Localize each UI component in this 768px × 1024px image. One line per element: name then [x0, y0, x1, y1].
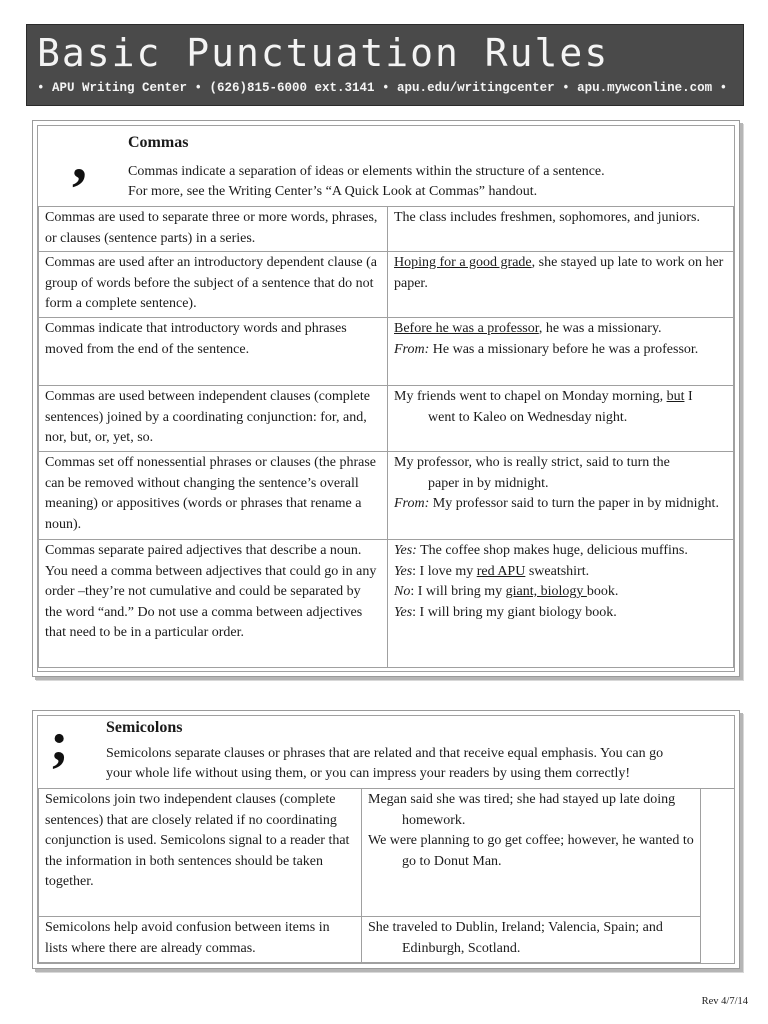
title-banner: [26, 24, 744, 106]
example-continuation: homework.: [402, 812, 466, 828]
example-text: Megan said she was tired; she had stayed up late doing: [368, 792, 676, 807]
semicolons-header: [38, 711, 734, 789]
example-label: Yes: [394, 604, 413, 620]
table-row: [39, 252, 734, 318]
example-cell: [388, 540, 734, 668]
example-continuation: went to Kaleo on Wednesday night.: [428, 409, 628, 425]
example-line: [368, 790, 694, 831]
example-text: My friends went to chapel on Monday morning,: [394, 389, 667, 404]
example-continuation: paper in by midnight.: [428, 475, 549, 491]
rule-cell: Commas set off nonessential phrases or clauses (the phrase can be removed without changing the sentence’s overall meaning) or appositives (words or phrases that rename a noun).: [39, 452, 388, 540]
revision-date: Rev 4/7/14: [701, 996, 748, 1007]
semicolon-glyph: ;: [50, 711, 69, 773]
example-line: [394, 253, 727, 294]
semicolons-rules-table: [38, 788, 701, 963]
example-line: [394, 582, 727, 603]
example-text: He was a missionary before he was a professor.: [429, 341, 699, 357]
example-text: book.: [586, 584, 619, 599]
rule-cell: Commas are used to separate three or more words, phrases, or clauses (sentence parts) in a series.: [39, 207, 388, 252]
underlined-text: but: [666, 389, 685, 404]
rule-cell: Commas separate paired adjectives that describe a noun. You need a comma between adjectives that could go in any order –they’re not cumulative and could be separated by the word “and.” Do not use a comma between adjectives that need to be in a particular order.: [39, 540, 388, 668]
example-text: My professor, who is really strict, said to turn the: [394, 455, 670, 470]
contact-info: • APU Writing Center • (626)815-6000 ext.3141 • apu.edu/writingcenter • apu.mywconline.com •: [37, 81, 728, 95]
example-line: [394, 319, 727, 340]
table-row: [39, 318, 734, 386]
rule-cell: Commas indicate that introductory words and phrases moved from the end of the sentence.: [39, 318, 388, 386]
rule-cell: Semicolons help avoid confusion between items in lists where there are already commas.: [39, 917, 362, 963]
example-cell: [388, 452, 734, 540]
page-title: Basic Punctuation Rules: [37, 31, 610, 75]
example-text: My professor said to turn the paper in by midnight.: [429, 496, 719, 511]
example-label: Yes: [394, 563, 413, 579]
commas-title: Commas: [128, 134, 189, 151]
example-line: [394, 453, 727, 494]
table-row: [39, 789, 701, 917]
example-text: We were planning to go get coffee; however, he wanted to: [368, 833, 694, 848]
underlined-text: red APU: [476, 563, 526, 579]
example-cell: [388, 207, 734, 252]
rule-cell: Commas are used between independent clauses (complete sentences) joined by a coordinating conjunction: for, and, nor, but, or, yet, so.: [39, 386, 388, 452]
commas-panel-inner: [37, 125, 735, 672]
example-text: : I will bring my giant biology book.: [412, 604, 617, 620]
underlined-text: giant, biology: [505, 584, 587, 599]
commas-desc-2: For more, see the Writing Center’s “A Quick Look at Commas” handout.: [128, 184, 538, 199]
example-cell: [388, 318, 734, 386]
example-line: [368, 918, 694, 959]
example-cell: [388, 386, 734, 452]
example-text: , he was a missionary.: [538, 321, 662, 336]
example-label: From:: [394, 341, 430, 357]
example-text: sweatshirt.: [525, 563, 590, 579]
commas-desc-1: Commas indicate a separation of ideas or elements within the structure of a sentence.: [128, 164, 605, 179]
table-row: [39, 540, 734, 668]
commas-rules-table: [38, 206, 734, 668]
underlined-text: Hoping for a good grade: [394, 255, 532, 270]
example-text: The coffee shop makes huge, delicious muffins.: [416, 543, 688, 558]
example-line: [394, 603, 727, 624]
example-text: : I love my: [412, 563, 477, 579]
semicolons-desc-1: Semicolons separate clauses or phrases that are related and that receive equal emphasis. You can go: [106, 746, 664, 761]
example-cell: [388, 252, 734, 318]
example-text: The class includes freshmen, sophomores, and juniors.: [394, 210, 700, 225]
example-line: [394, 494, 727, 515]
semicolons-panel-inner: [37, 711, 735, 964]
example-line: [394, 562, 727, 583]
example-label: From:: [394, 496, 430, 511]
semicolons-panel: [32, 710, 740, 969]
semicolons-desc-2: your whole life without using them, or you can impress your readers by using them correctly!: [106, 766, 631, 781]
example-cell: [362, 917, 701, 963]
example-label: No: [394, 584, 411, 599]
example-continuation: go to Donut Man.: [402, 853, 502, 869]
rule-cell: Semicolons join two independent clauses (complete sentences) that are closely related if no coordinating conjunction is used. Semicolons signal to a reader that the information in both sentences should be taken together.: [39, 789, 362, 917]
example-text: : I will bring my: [410, 584, 506, 599]
table-row: [39, 386, 734, 452]
example-line: [394, 208, 727, 229]
underlined-text: Before he was a professor: [394, 321, 539, 336]
table-row: [39, 452, 734, 540]
semicolons-title: Semicolons: [106, 719, 183, 736]
example-text: , she stayed up late to work on her paper.: [394, 255, 724, 291]
example-text: I: [684, 389, 693, 404]
example-line: [394, 541, 727, 562]
example-cell: [362, 789, 701, 917]
commas-panel: [32, 120, 740, 677]
example-line: [368, 831, 694, 872]
rule-cell: Commas are used after an introductory dependent clause (a group of words before the subject of a sentence that do not form a complete sentence).: [39, 252, 388, 318]
example-continuation: Edinburgh, Scotland.: [402, 940, 521, 956]
example-label: Yes:: [394, 543, 417, 558]
table-row: [39, 917, 701, 963]
example-line: [394, 340, 727, 361]
example-line: [394, 387, 727, 428]
commas-header: [38, 126, 734, 207]
example-text: She traveled to Dublin, Ireland; Valencia, Spain; and: [368, 920, 663, 935]
table-row: [39, 207, 734, 252]
comma-glyph: ,: [72, 125, 87, 191]
